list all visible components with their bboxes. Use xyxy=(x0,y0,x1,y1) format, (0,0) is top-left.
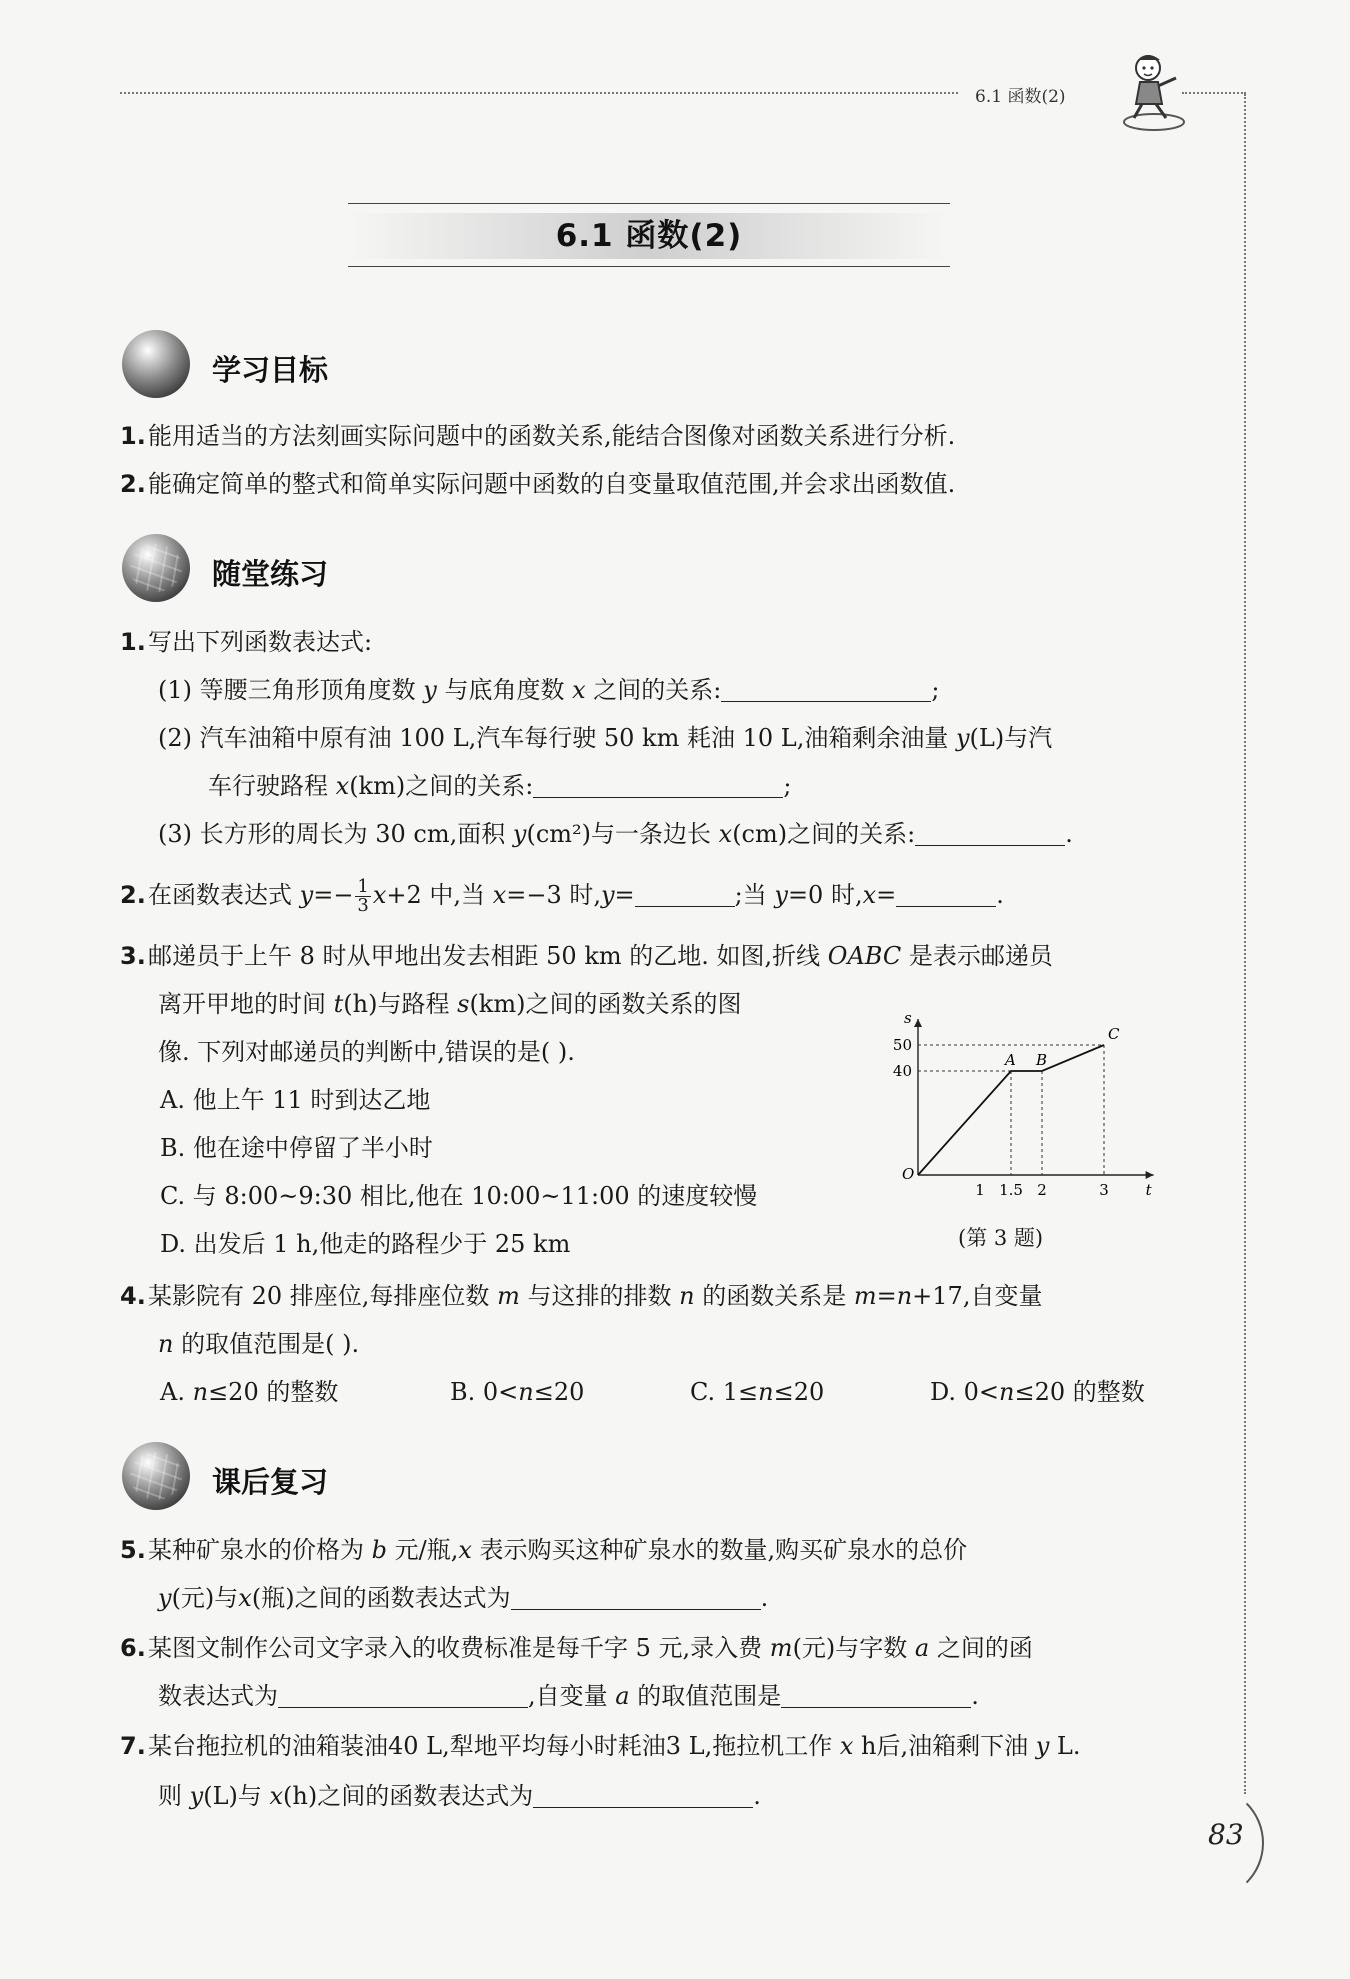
section-title: 随堂练习 xyxy=(212,557,329,591)
point-label: A xyxy=(1005,1051,1016,1069)
running-head: 6.1 函数(2) xyxy=(975,87,1066,107)
question-7-cont: 则 y(L)与 x(h)之间的函数表达式为 . xyxy=(158,1782,761,1810)
question-7: 7.某台拖拉机的油箱装油40 L,犁地平均每小时耗油3 L,拖拉机工作 x h后,油箱剩下油 y L. xyxy=(120,1732,1081,1760)
question-3-cont: 像. 下列对邮递员的判断中,错误的是( ). xyxy=(158,1038,575,1066)
globe-icon xyxy=(122,534,190,602)
chart xyxy=(868,1000,1168,1200)
point-label: C xyxy=(1108,1025,1120,1043)
fraction: $\frac{1}{3}$ xyxy=(357,876,369,916)
question-4-cont: n 的取值范围是( ). xyxy=(158,1330,360,1358)
option-b[interactable]: B. 他在途中停留了半小时 xyxy=(160,1134,433,1162)
section-title: 学习目标 xyxy=(212,353,329,387)
y-axis-label: s xyxy=(904,1009,912,1027)
question-6-cont: 数表达式为 ,自变量 a 的取值范围是 . xyxy=(158,1682,979,1710)
x-tick-label: 1 xyxy=(975,1181,985,1199)
answer-blank[interactable] xyxy=(896,882,996,907)
goal-item: 2.能确定简单的整式和简单实际问题中函数的自变量取值范围,并会求出函数值. xyxy=(120,470,956,498)
point-label: O xyxy=(902,1165,915,1183)
page-number-arc xyxy=(1150,1786,1264,1900)
title-rule-top xyxy=(348,203,950,204)
question-4: 4.某影院有 20 排座位,每排座位数 m 与这排的排数 n 的函数关系是 m=n+17,自变量 xyxy=(120,1282,1043,1310)
question-1: 1.写出下列函数表达式: xyxy=(120,628,373,656)
x-axis-label: t xyxy=(1145,1181,1152,1199)
answer-blank[interactable] xyxy=(915,821,1065,846)
question-6: 6.某图文制作公司文字录入的收费标准是每千字 5 元,录入费 m(元)与字数 a 之间的函 xyxy=(120,1634,1033,1662)
globe-icon xyxy=(122,1442,190,1510)
option-c[interactable]: C. 1≤n≤20 xyxy=(690,1378,825,1406)
section-title: 课后复习 xyxy=(212,1465,329,1499)
question-5: 5.某种矿泉水的价格为 b 元/瓶,x 表示购买这种矿泉水的数量,购买矿泉水的总价 xyxy=(120,1536,968,1564)
answer-blank[interactable] xyxy=(511,1585,761,1610)
option-d[interactable]: D. 0<n≤20 的整数 xyxy=(930,1378,1145,1406)
answer-blank[interactable] xyxy=(533,773,783,798)
x-axis-arrow xyxy=(1146,1171,1154,1179)
question-2: 2.在函数表达式 y=− $\frac{1}{3}$ x+2 中,当 x=−3 时,y= ;当 y=0 时,x= . xyxy=(120,876,1004,916)
page-number: 83 xyxy=(1208,1818,1244,1851)
question-1-part-3: (3) 长方形的周长为 30 cm,面积 y(cm²)与一条边长 x(cm)之间的关系: . xyxy=(158,820,1073,848)
answer-blank[interactable] xyxy=(635,882,735,907)
margin-rule xyxy=(1244,94,1246,1794)
page-title: 6.1 函数(2) xyxy=(348,213,950,259)
header-rule xyxy=(120,92,958,94)
x-tick-label: 3 xyxy=(1099,1181,1109,1199)
title-rule-bottom xyxy=(348,266,950,267)
x-tick-label: 1.5 xyxy=(999,1181,1023,1199)
chart-svg xyxy=(868,1000,1168,1200)
y-axis-arrow xyxy=(914,1019,922,1027)
option-d[interactable]: D. 出发后 1 h,他走的路程少于 25 km xyxy=(160,1230,571,1258)
option-a[interactable]: A. n≤20 的整数 xyxy=(160,1378,339,1406)
question-1-part-2-cont: 车行驶路程 x(km)之间的关系: ; xyxy=(208,772,792,800)
y-tick-label: 40 xyxy=(892,1062,912,1080)
option-c[interactable]: C. 与 8:00~9:30 相比,他在 10:00~11:00 的速度较慢 xyxy=(160,1182,758,1210)
question-3-cont: 离开甲地的时间 t(h)与路程 s(km)之间的函数关系的图 xyxy=(158,990,742,1018)
option-b[interactable]: B. 0<n≤20 xyxy=(450,1378,585,1406)
x-tick-label: 2 xyxy=(1037,1181,1047,1199)
sphere-icon xyxy=(122,330,190,398)
question-1-part-2: (2) 汽车油箱中原有油 100 L,汽车每行驶 50 km 耗油 10 L,油箱剩余油量 y(L)与汽 xyxy=(158,724,1053,752)
question-1-part-1: (1) 等腰三角形顶角度数 y 与底角度数 x 之间的关系: ; xyxy=(158,676,940,704)
point-label: B xyxy=(1036,1051,1048,1069)
goal-item: 1.能用适当的方法刻画实际问题中的函数关系,能结合图像对函数关系进行分析. xyxy=(120,422,956,450)
answer-blank[interactable] xyxy=(781,1683,971,1708)
answer-blank[interactable] xyxy=(721,677,931,702)
option-a[interactable]: A. 他上午 11 时到达乙地 xyxy=(160,1086,431,1114)
answer-blank[interactable] xyxy=(533,1783,753,1808)
header-rule-right xyxy=(1182,92,1246,94)
chart-caption: (第 3 题) xyxy=(958,1226,1044,1250)
y-tick-label: 50 xyxy=(892,1036,912,1054)
question-3: 3.邮递员于上午 8 时从甲地出发去相距 50 km 的乙地. 如图,折线 OABC 是表示邮递员 xyxy=(120,942,1053,970)
mascot-icon xyxy=(1118,52,1190,132)
answer-blank[interactable] xyxy=(278,1683,528,1708)
question-5-cont: y(元)与x(瓶)之间的函数表达式为 . xyxy=(158,1584,769,1612)
